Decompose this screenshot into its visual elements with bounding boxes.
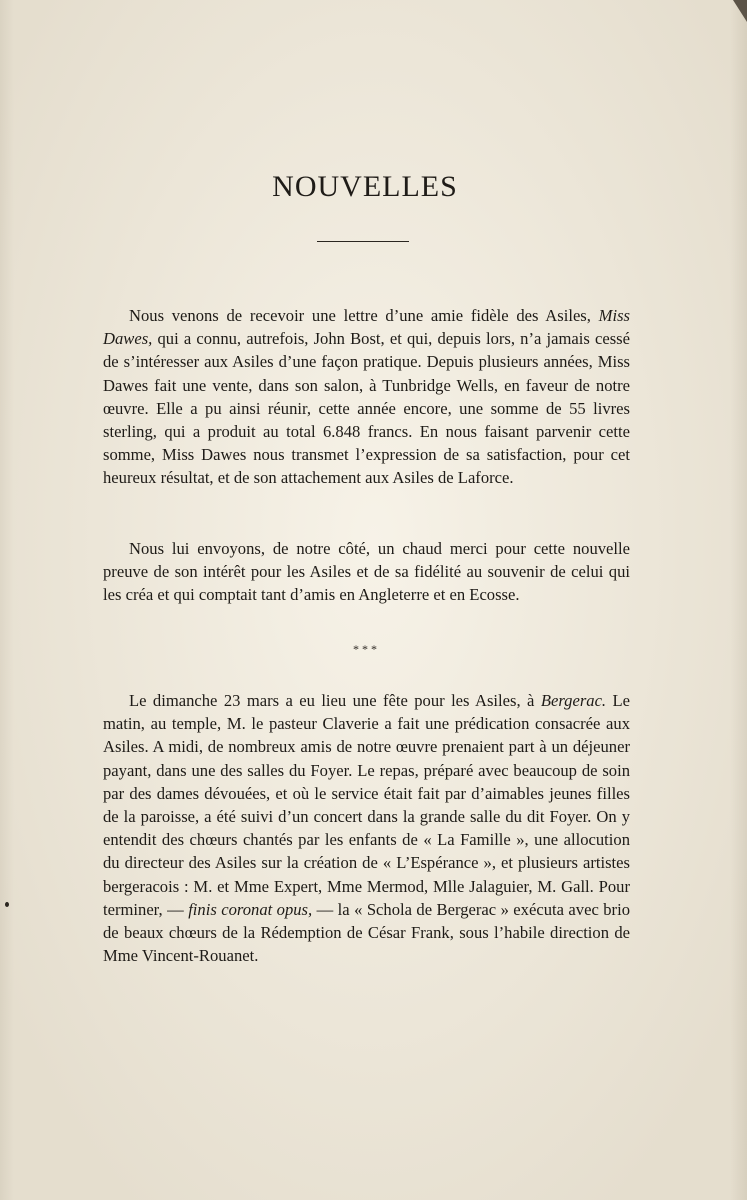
- paragraph-bergerac: [103, 689, 630, 967]
- paragraph-3-text-b: Le matin, au temple, M. le pasteur Claverie a fait une prédication consacrée aux Asiles. A midi, de nombreux amis de notre œuvre prenaient part à un déjeuner payant, dans une des salles du Foyer. Le repas, préparé avec beaucoup de soin par des dames dévouées, et où le service était fait par d’aimables jeunes filles de la paroisse, a été suivi d’un concert dans la grande salle du dit Foyer. On y entendit des chœurs chantés par les enfants de « La Famille », une allocution du directeur des Asiles sur la création de « L’Espérance », et plusieurs artistes bergeracois : M. et Mme Expert, Mme Mermod, Mlle Jalaguier, M. Gall. Pour terminer, —: [103, 691, 631, 919]
- paragraph-1-text-b: qui a connu, autrefois, John Bost, et qui, depuis lors, n’a jamais cessé de s’intéresser aux Asiles d’une façon pratique. Depuis plusieurs années, Miss Dawes fait une vente, dans son salon, à Tunbridge Wells, en faveur de notre œuvre. Elle a pu ainsi réunir, cette année encore, une somme de 55 livres sterling, qui a produit au total 6.848 francs. En nous faisant parvenir cette somme, Miss Dawes nous transmet l’expression de sa satisfaction, pour cet heureux résultat, et de son attachement aux Asiles de Laforce.: [103, 329, 630, 488]
- separator-glyphs: * * *: [353, 642, 377, 656]
- paragraph-3-italic-bergerac: Bergerac.: [540, 691, 607, 710]
- paragraph-3-italic-latin: finis coronat opus,: [188, 899, 313, 919]
- paragraph-1-text-a: Nous venons de recevoir une lettre d’une amie fidèle des Asiles,: [129, 306, 599, 325]
- paragraph-thanks: Nous lui envoyons, de notre côté, un chaud merci pour cette nouvelle preuve de son intérêt pour les Asiles et de sa fidélité au souvenir de celui qui les créa et qui comptait tant d’amis en Angleterre et en Ecosse.: [103, 539, 630, 605]
- page-corner-fold: [733, 0, 747, 22]
- ink-speck: [5, 902, 9, 907]
- paragraph-3-text-a: Le dimanche 23 mars a eu lieu une fête pour les Asiles, à: [129, 691, 541, 710]
- paragraph-1-italic: Miss Dawes,: [103, 306, 630, 349]
- paragraph-miss-dawes: [103, 304, 630, 490]
- section-separator-asterism: [350, 644, 380, 670]
- title-rule: [317, 241, 409, 242]
- paragraph-3-text-c: — la « Schola de Bergerac » exécuta avec brio de beaux chœurs de la Rédemption de César Frank, sous l’habile direction de Mme Vincent-Rouanet.: [103, 899, 630, 966]
- page-title: NOUVELLES: [272, 170, 458, 203]
